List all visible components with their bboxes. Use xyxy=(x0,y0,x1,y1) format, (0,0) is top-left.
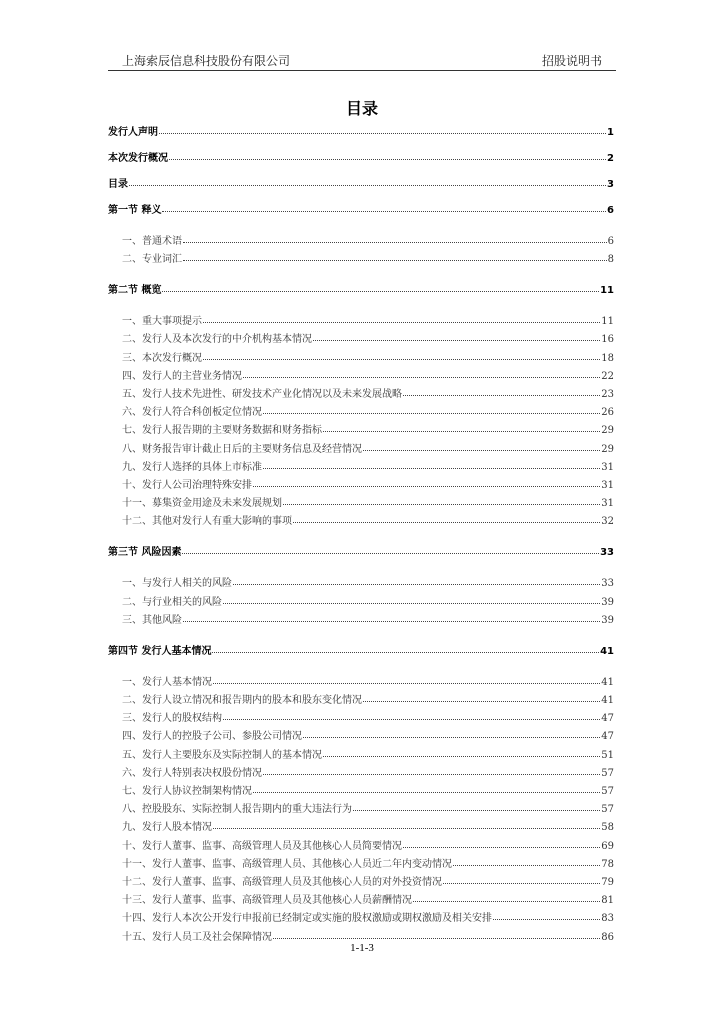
toc-entry-page: 57 xyxy=(601,804,614,816)
toc-entry[interactable] xyxy=(108,366,614,382)
toc-entry[interactable] xyxy=(108,329,614,345)
toc-entry-label: 三、发行人的股权结构 xyxy=(122,713,222,725)
header-rule xyxy=(108,70,616,71)
toc-leader-dots xyxy=(403,395,600,396)
toc-leader-dots xyxy=(213,683,600,684)
toc-leader-dots xyxy=(403,847,600,848)
toc-entry[interactable] xyxy=(108,148,614,164)
toc-entry-page: 47 xyxy=(601,731,614,743)
toc-entry[interactable] xyxy=(108,200,614,216)
toc-entry-label: 本次发行概况 xyxy=(108,153,168,164)
toc-entry[interactable] xyxy=(108,475,614,491)
toc-entry[interactable] xyxy=(108,726,614,742)
toc-leader-dots xyxy=(183,621,600,622)
toc-leader-dots xyxy=(263,774,600,775)
toc-entry[interactable] xyxy=(108,872,614,888)
toc-leader-dots xyxy=(363,450,600,451)
page-title: 目录 xyxy=(345,99,378,118)
toc-entry[interactable] xyxy=(108,592,614,608)
toc-entry-label: 目录 xyxy=(108,179,128,190)
toc-leader-dots xyxy=(453,865,600,866)
toc-leader-dots xyxy=(443,883,600,884)
toc-entry[interactable] xyxy=(108,781,614,797)
toc-entry-label: 五、发行人技术先进性、研发技术产业化情况以及未来发展战略 xyxy=(122,389,402,400)
toc-entry-page: 29 xyxy=(601,425,614,437)
toc-entry[interactable] xyxy=(108,231,614,247)
toc-leader-dots xyxy=(353,810,600,811)
toc-entry-label: 三、其他风险 xyxy=(122,614,182,626)
toc-entry-page: 1 xyxy=(607,127,614,138)
toc-entry-label: 四、发行人的控股子公司、参股公司情况 xyxy=(122,731,302,743)
toc-entry-label: 六、发行人符合科创板定位情况 xyxy=(122,407,262,419)
toc-entry[interactable] xyxy=(108,836,614,852)
toc-entry[interactable] xyxy=(108,348,614,364)
toc-entry[interactable] xyxy=(108,511,614,527)
toc-leader-dots xyxy=(243,377,600,378)
toc-leader-dots xyxy=(493,919,600,920)
toc-entry-page: 33 xyxy=(601,578,614,590)
toc-entry-page: 41 xyxy=(601,695,614,706)
document-type: 招股说明书 xyxy=(541,54,602,68)
toc-entry[interactable] xyxy=(108,249,614,265)
toc-entry[interactable] xyxy=(108,799,614,815)
toc-leader-dots xyxy=(233,584,600,585)
toc-entry-label: 第三节 风险因素 xyxy=(108,547,182,559)
toc-entry-page: 47 xyxy=(601,713,614,725)
toc-entry-page: 41 xyxy=(600,645,614,657)
toc-entry-label: 九、发行人股本情况 xyxy=(122,822,212,834)
page-header xyxy=(108,50,616,70)
toc-leader-dots xyxy=(129,185,606,186)
toc-entry-label: 六、发行人特别表决权股份情况 xyxy=(122,767,262,779)
toc-entry-label: 八、控股股东、实际控制人报告期内的重大违法行为 xyxy=(122,804,352,816)
toc-entry[interactable] xyxy=(108,311,614,327)
toc-entry-page: 39 xyxy=(601,596,614,608)
toc-entry-label: 十一、募集资金用途及未来发展规划 xyxy=(122,498,282,510)
toc-entry-label: 一、发行人基本情况 xyxy=(122,676,212,688)
toc-entry-label: 二、发行人设立情况和报告期内的股本和股东变化情况 xyxy=(122,695,362,706)
toc-entry-page: 41 xyxy=(601,676,614,688)
toc-entry-page: 8 xyxy=(607,254,614,266)
toc-entry[interactable] xyxy=(108,708,614,724)
toc-entry[interactable] xyxy=(108,927,614,943)
toc-entry-page: 69 xyxy=(601,840,614,852)
toc-entry[interactable] xyxy=(108,908,614,924)
toc-entry-label: 十三、发行人董事、监事、高级管理人员及其他核心人员薪酬情况 xyxy=(122,895,412,907)
toc-entry-page: 16 xyxy=(601,334,614,346)
toc-leader-dots xyxy=(183,260,607,261)
toc-entry-label: 二、专业词汇 xyxy=(122,254,182,266)
toc-entry[interactable] xyxy=(108,690,614,706)
toc-entry-label: 第一节 释义 xyxy=(108,205,162,216)
toc-entry-label: 十二、发行人董事、监事、高级管理人员及其他核心人员的对外投资情况 xyxy=(122,877,442,888)
toc-leader-dots xyxy=(162,211,606,212)
toc-leader-dots xyxy=(413,901,600,902)
toc-leader-dots xyxy=(182,553,599,554)
toc-entry[interactable] xyxy=(108,890,614,906)
toc-entry[interactable] xyxy=(108,573,614,589)
toc-leader-dots xyxy=(263,413,600,414)
toc-entry[interactable] xyxy=(108,610,614,626)
toc-entry-label: 八、财务报告审计截止日后的主要财务信息及经营情况 xyxy=(122,443,362,455)
toc-entry[interactable] xyxy=(108,745,614,761)
toc-entry[interactable] xyxy=(108,493,614,509)
toc-leader-dots xyxy=(183,242,607,243)
toc-entry-label: 第二节 概览 xyxy=(108,285,162,297)
toc-leader-dots xyxy=(273,938,600,939)
toc-entry-page: 57 xyxy=(601,767,614,779)
toc-entry-label: 二、发行人及本次发行的中介机构基本情况 xyxy=(122,334,312,346)
toc-entry-page: 3 xyxy=(607,179,614,190)
company-name: 上海索辰信息科技股份有限公司 xyxy=(122,54,291,68)
toc-entry[interactable] xyxy=(108,122,614,138)
page-number: 1-1-3 xyxy=(350,942,374,954)
toc-entry-page: 23 xyxy=(601,389,614,400)
toc-entry-page: 26 xyxy=(601,407,614,419)
toc-entry-page: 11 xyxy=(600,285,614,297)
toc-entry-label: 四、发行人的主营业务情况 xyxy=(122,370,242,382)
toc-entry-page: 32 xyxy=(601,516,614,528)
toc-entry-label: 二、与行业相关的风险 xyxy=(122,596,222,608)
toc-entry-label: 七、发行人报告期的主要财务数据和财务指标 xyxy=(122,425,322,437)
toc-leader-dots xyxy=(203,322,600,323)
toc-entry-label: 发行人声明 xyxy=(108,127,158,138)
toc-entry-page: 57 xyxy=(601,786,614,797)
toc-entry-page: 86 xyxy=(601,931,614,943)
toc-entry-page: 18 xyxy=(601,352,614,364)
toc-entry-page: 51 xyxy=(601,749,614,761)
toc-entry-label: 十、发行人公司治理特殊安排 xyxy=(122,480,252,491)
toc-leader-dots xyxy=(162,291,599,292)
toc-entry-page: 31 xyxy=(601,480,614,491)
toc-entry[interactable] xyxy=(108,384,614,400)
toc-entry-page: 6 xyxy=(607,236,614,247)
toc-entry-label: 三、本次发行概况 xyxy=(122,352,202,364)
toc-leader-dots xyxy=(223,603,600,604)
toc-entry-page: 79 xyxy=(601,877,614,888)
toc-entry-label: 一、普通术语 xyxy=(122,236,182,247)
toc-entry-label: 十五、发行人员工及社会保障情况 xyxy=(122,931,272,943)
toc-leader-dots xyxy=(213,828,600,829)
toc-entry[interactable] xyxy=(108,457,614,473)
toc-entry-page: 6 xyxy=(607,205,614,216)
toc-entry-page: 58 xyxy=(601,822,614,834)
toc-entry-page: 22 xyxy=(601,370,614,382)
toc-leader-dots xyxy=(253,792,600,793)
toc-entry-label: 五、发行人主要股东及实际控制人的基本情况 xyxy=(122,749,322,761)
toc-entry-label: 十四、发行人本次公开发行申报前已经制定或实施的股权激励或期权激励及相关安排 xyxy=(122,913,492,925)
toc-entry[interactable] xyxy=(108,280,614,296)
toc-entry[interactable] xyxy=(108,420,614,436)
toc-leader-dots xyxy=(253,486,600,487)
toc-leader-dots xyxy=(283,504,600,505)
toc-leader-dots xyxy=(212,652,599,653)
toc-leader-dots xyxy=(263,468,600,469)
toc-entry[interactable] xyxy=(108,542,614,558)
toc-entry-page: 31 xyxy=(601,498,614,510)
toc-entry[interactable] xyxy=(108,854,614,870)
toc-entry-page: 33 xyxy=(600,547,614,559)
toc-leader-dots xyxy=(323,756,600,757)
toc-entry-label: 第四节 发行人基本情况 xyxy=(108,645,212,657)
toc-entry[interactable] xyxy=(108,817,614,833)
toc-entry-page: 11 xyxy=(601,316,614,328)
toc-leader-dots xyxy=(313,340,600,341)
toc-entry-label: 十一、发行人董事、监事、高级管理人员、其他核心人员近二年内变动情况 xyxy=(122,858,452,870)
toc-entry-page: 78 xyxy=(601,858,614,870)
toc-leader-dots xyxy=(303,737,600,738)
toc-entry[interactable] xyxy=(108,641,614,657)
toc-leader-dots xyxy=(223,719,600,720)
toc-entry[interactable] xyxy=(108,763,614,779)
toc-entry[interactable] xyxy=(108,672,614,688)
toc-entry-label: 九、发行人选择的具体上市标准 xyxy=(122,461,262,473)
toc-entry-label: 十二、其他对发行人有重大影响的事项 xyxy=(122,516,292,528)
toc-entry-label: 一、与发行人相关的风险 xyxy=(122,578,232,590)
toc-entry[interactable] xyxy=(108,439,614,455)
toc-leader-dots xyxy=(203,359,600,360)
toc-entry[interactable] xyxy=(108,402,614,418)
toc-leader-dots xyxy=(169,159,606,160)
toc-entry-label: 十、发行人董事、监事、高级管理人员及其他核心人员简要情况 xyxy=(122,840,402,852)
toc-entry-label: 七、发行人协议控制架构情况 xyxy=(122,786,252,797)
toc-entry-page: 31 xyxy=(601,461,614,473)
toc-entry-page: 29 xyxy=(601,443,614,455)
toc-entry-page: 81 xyxy=(601,895,614,907)
toc-leader-dots xyxy=(159,133,606,134)
toc-leader-dots xyxy=(363,701,600,702)
toc-entry[interactable] xyxy=(108,174,614,190)
toc-entry-page: 2 xyxy=(607,153,614,164)
toc-entry-page: 39 xyxy=(601,614,614,626)
toc-leader-dots xyxy=(323,431,600,432)
toc-entry-page: 83 xyxy=(601,913,614,925)
toc-entry-label: 一、重大事项提示 xyxy=(122,316,202,328)
toc-leader-dots xyxy=(293,522,600,523)
